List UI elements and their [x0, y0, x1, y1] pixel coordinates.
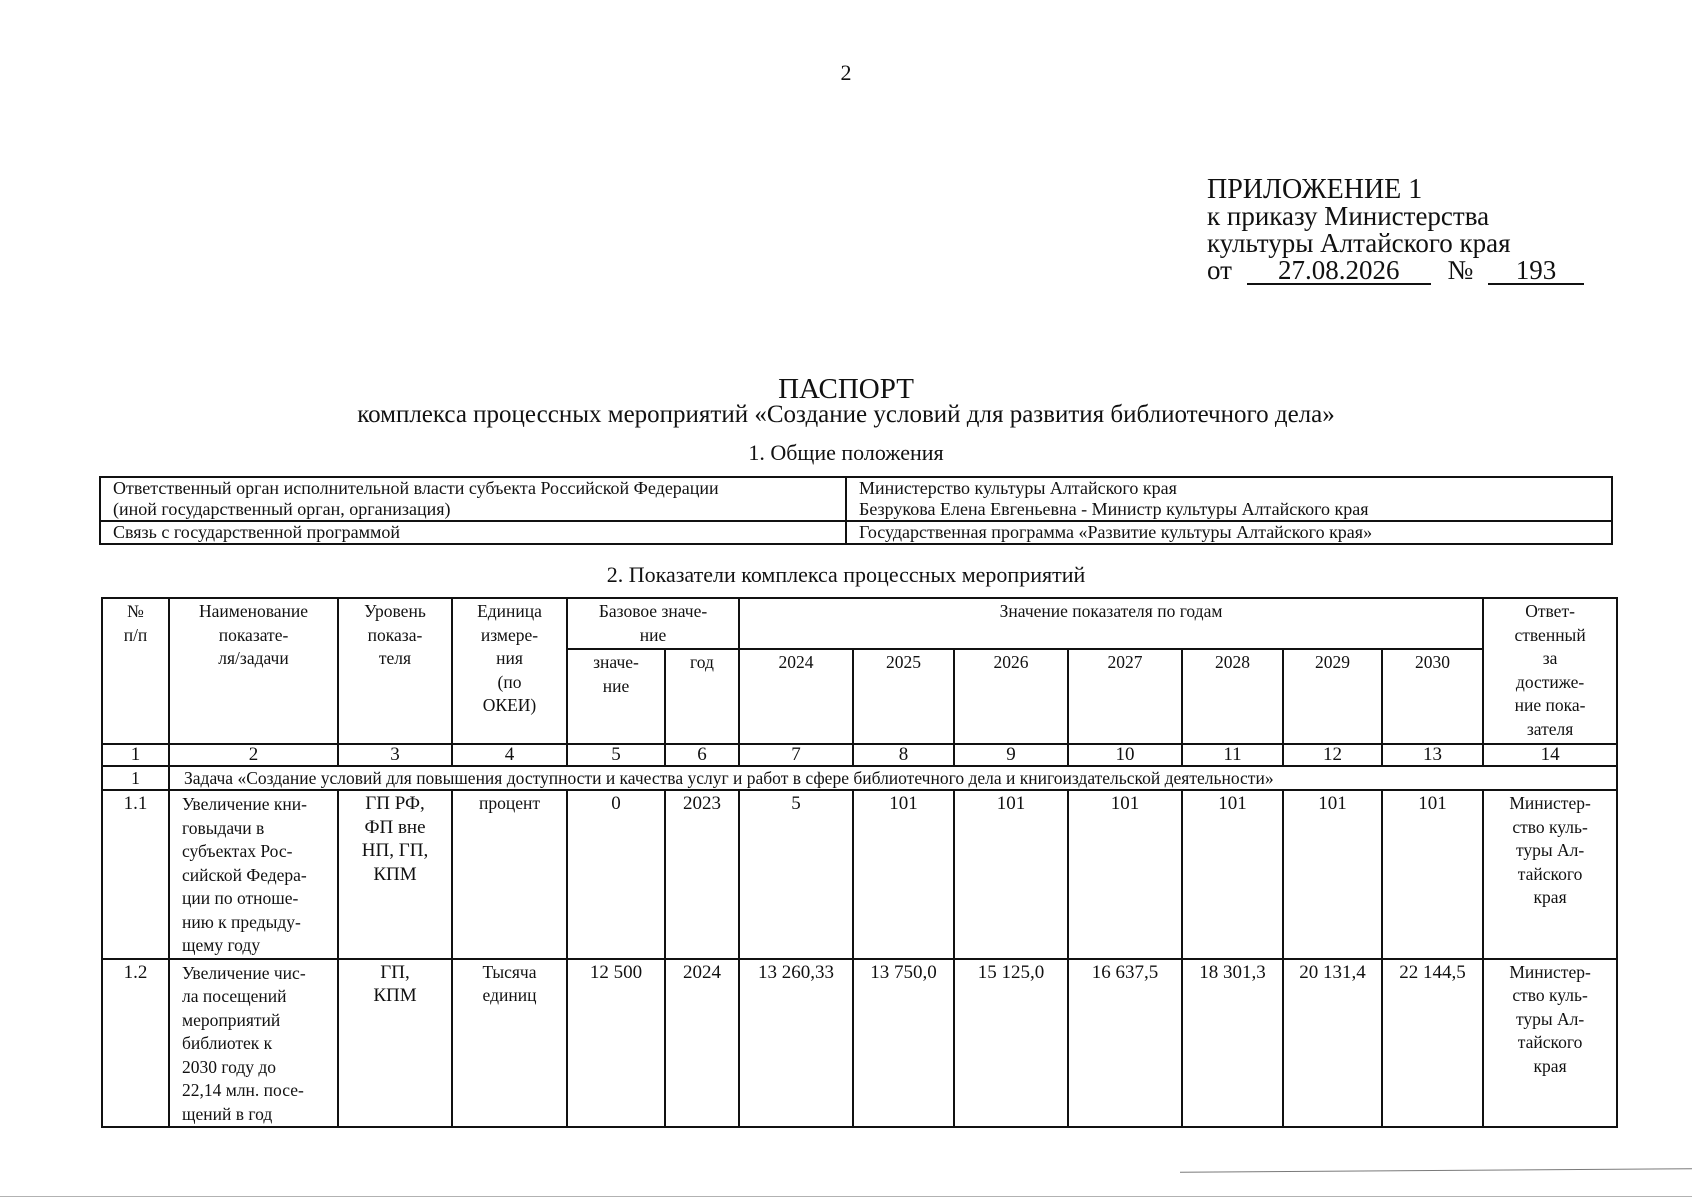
year-value: 101 [1182, 790, 1283, 959]
table-row [100, 477, 1612, 521]
year-value: 16 637,5 [1068, 959, 1182, 1128]
appendix-line: культуры Алтайского края [1207, 228, 1511, 258]
header-text: ственный [1514, 624, 1586, 645]
column-number: 1 [102, 744, 169, 766]
header-cell-base [567, 598, 739, 649]
header-cell-year [739, 649, 853, 744]
header-text: № [127, 601, 144, 621]
indicator-level [338, 959, 452, 1128]
responsible-line: края [1533, 1055, 1567, 1076]
indicator-unit [452, 790, 567, 959]
header-cell-year [1283, 649, 1382, 744]
responsible-line: ство куль- [1512, 816, 1588, 837]
level-line: НП, ГП, [361, 840, 429, 861]
name-line: библиотек к [182, 1033, 273, 1053]
name-line: сийской Федера- [182, 864, 307, 885]
header-text: зателя [1526, 718, 1574, 739]
task-row [102, 766, 1617, 790]
general-provisions-table [99, 476, 1613, 545]
year-value: 101 [853, 790, 954, 959]
base-year: 2023 [665, 790, 739, 959]
header-text: Наименование [198, 601, 309, 621]
responsible-line: тайского [1517, 1032, 1583, 1052]
column-number: 2 [169, 744, 338, 766]
header-text: (по [497, 671, 522, 692]
unit-line: единиц [482, 985, 537, 1005]
year-value: 101 [1382, 790, 1483, 959]
appendix-block [1207, 176, 1584, 285]
column-number: 4 [452, 744, 567, 766]
column-number: 9 [954, 744, 1068, 766]
header-text: Уровень [364, 601, 426, 621]
name-line: ции по отноше- [182, 888, 299, 908]
year-value: 15 125,0 [954, 959, 1068, 1128]
name-line: субъектах Рос- [182, 841, 293, 861]
year-value: 20 131,4 [1283, 959, 1382, 1128]
column-number: 3 [338, 744, 452, 766]
value-text: Государственная программа «Развитие культуры Алтайского края» [859, 522, 1373, 542]
header-text: измере- [480, 624, 539, 645]
header-text: значе- [593, 652, 639, 672]
name-line: ла посещений [182, 986, 287, 1006]
year-value: 5 [739, 790, 853, 959]
table-cell [846, 477, 1612, 521]
unit-line: процент [478, 793, 540, 813]
appendix-date-row [1207, 257, 1584, 285]
document-title: ПАСПОРТ [778, 373, 914, 405]
base-year: 2024 [665, 959, 739, 1128]
header-text: п/п [123, 624, 148, 645]
year-value: 13 260,33 [739, 959, 853, 1128]
year-value: 18 301,3 [1182, 959, 1283, 1128]
header-cell-base-year [665, 649, 739, 744]
column-number: 14 [1483, 744, 1617, 766]
appendix-title: ПРИЛОЖЕНИЕ 1 [1207, 174, 1423, 205]
name-line: Увеличение чис- [182, 962, 306, 983]
header-cell-base-value [567, 649, 665, 744]
responsible-line: туры Ал- [1515, 1008, 1585, 1029]
row-number: 1.2 [102, 959, 169, 1128]
value-text: Министерство культуры Алтайского края [859, 478, 1177, 498]
responsible-line: тайского [1517, 863, 1583, 884]
task-text: Задача «Создание условий для повышения доступности и качества услуг и работ в сфере библиотечного дела и книгоиздательской деятельности» [169, 766, 1617, 790]
indicator-unit [452, 959, 567, 1128]
header-text: ОКЕИ) [482, 695, 537, 715]
header-text: показате- [218, 624, 289, 645]
header-text: год [690, 652, 714, 672]
name-line: щему году [182, 935, 261, 955]
header-text: 2026 [993, 652, 1029, 672]
header-text: теля [378, 648, 412, 668]
header-text: 2030 [1415, 652, 1451, 672]
level-line: ГП, [380, 961, 410, 983]
year-value: 101 [1283, 790, 1382, 959]
header-text: ние [639, 624, 667, 645]
table-cell [100, 477, 846, 521]
header-text: 2025 [886, 652, 921, 672]
header-text: Ответ- [1525, 601, 1575, 621]
responsible [1483, 959, 1617, 1128]
year-value: 13 750,0 [853, 959, 954, 1128]
header-text: 2024 [778, 652, 814, 672]
year-value: 22 144,5 [1382, 959, 1483, 1128]
header-cell-year [1382, 649, 1483, 744]
responsible-line: ство куль- [1512, 985, 1588, 1005]
page-number: 2 [840, 60, 852, 85]
label-text: Связь с государственной программой [113, 522, 401, 542]
header-text: ния [496, 648, 523, 668]
name-line: говыдачи в [182, 817, 265, 838]
header-text: ние [602, 675, 630, 696]
header-text: показа- [367, 624, 423, 645]
responsible-line: Министер- [1509, 793, 1591, 813]
responsible [1483, 790, 1617, 959]
indicator-name [169, 790, 338, 959]
responsible-line: Министер- [1509, 961, 1591, 982]
responsible-line: края [1533, 887, 1567, 907]
responsible-line: туры Ал- [1515, 840, 1585, 860]
scan-edge-line [0, 1196, 1692, 1197]
table-row [100, 521, 1612, 544]
column-number: 6 [665, 744, 739, 766]
table-cell [100, 521, 846, 544]
header-text: 2029 [1315, 652, 1350, 672]
header-text: за [1542, 648, 1558, 668]
date-prefix: от [1207, 255, 1232, 285]
column-number: 7 [739, 744, 853, 766]
column-number: 8 [853, 744, 954, 766]
column-number: 13 [1382, 744, 1483, 766]
year-value: 101 [954, 790, 1068, 959]
column-numbers-row [102, 744, 1617, 766]
base-value: 0 [567, 790, 665, 959]
table-row [102, 959, 1617, 1128]
header-cell-number [102, 598, 169, 744]
table-cell [846, 521, 1612, 544]
header-cell-year [954, 649, 1068, 744]
level-line: КПМ [373, 985, 417, 1006]
unit-line: Тысяча [482, 961, 537, 982]
column-number: 10 [1068, 744, 1182, 766]
order-date: 27.08.2026 [1247, 257, 1431, 285]
label-text: Ответственный орган исполнительной власти субъекта Российской Федерации [113, 478, 719, 498]
header-cell-year [853, 649, 954, 744]
name-line: щений в год [182, 1103, 273, 1124]
header-cell-by-year [739, 598, 1483, 649]
table-row [102, 790, 1617, 959]
header-cell-unit [452, 598, 567, 744]
header-cell-name [169, 598, 338, 744]
level-line: КПМ [373, 863, 417, 885]
year-value: 101 [1068, 790, 1182, 959]
header-text: Единица [477, 601, 542, 621]
name-line: Увеличение кни- [182, 794, 307, 814]
indicator-level [338, 790, 452, 959]
task-number: 1 [102, 766, 169, 790]
label-text: (иной государственный орган, организация) [113, 499, 451, 519]
level-line: ГП РФ, [365, 793, 425, 814]
row-number: 1.1 [102, 790, 169, 959]
scan-edge-line [1180, 1168, 1692, 1173]
section-1-title: 1. Общие положения [748, 440, 944, 465]
appendix-line: к приказу Министерства [1207, 201, 1490, 231]
value-text: Безрукова Елена Евгеньевна - Министр культуры Алтайского края [859, 499, 1369, 519]
column-number: 11 [1182, 744, 1283, 766]
level-line: ФП вне [364, 816, 426, 838]
header-text: Базовое значе- [598, 601, 708, 621]
header-cell-year [1068, 649, 1182, 744]
table-header-row [102, 598, 1617, 649]
header-text: достиже- [1515, 671, 1585, 692]
header-text: ние пока- [1514, 695, 1586, 715]
header-text: Значение показателя по годам [999, 601, 1223, 621]
column-number: 12 [1283, 744, 1382, 766]
header-text: 2027 [1107, 652, 1143, 672]
indicator-name [169, 959, 338, 1128]
header-text: ля/задачи [218, 648, 289, 668]
name-line: мероприятий [182, 1009, 281, 1030]
name-line: нию к предыду- [182, 911, 301, 932]
header-cell-responsible [1483, 598, 1617, 744]
order-number: 193 [1488, 257, 1584, 285]
section-2-title: 2. Показатели комплекса процессных мероприятий [606, 562, 1086, 587]
name-line: 2030 году до [182, 1056, 277, 1077]
column-number: 5 [567, 744, 665, 766]
indicators-table [101, 597, 1618, 1128]
name-line: 22,14 млн. посе- [182, 1080, 304, 1100]
header-text: 2028 [1215, 652, 1250, 672]
header-cell-level [338, 598, 452, 744]
header-cell-year [1182, 649, 1283, 744]
number-sign: № [1447, 255, 1474, 285]
document-subtitle: комплекса процессных мероприятий «Создание условий для развития библиотечного дела» [357, 401, 1335, 428]
base-value: 12 500 [567, 959, 665, 1128]
